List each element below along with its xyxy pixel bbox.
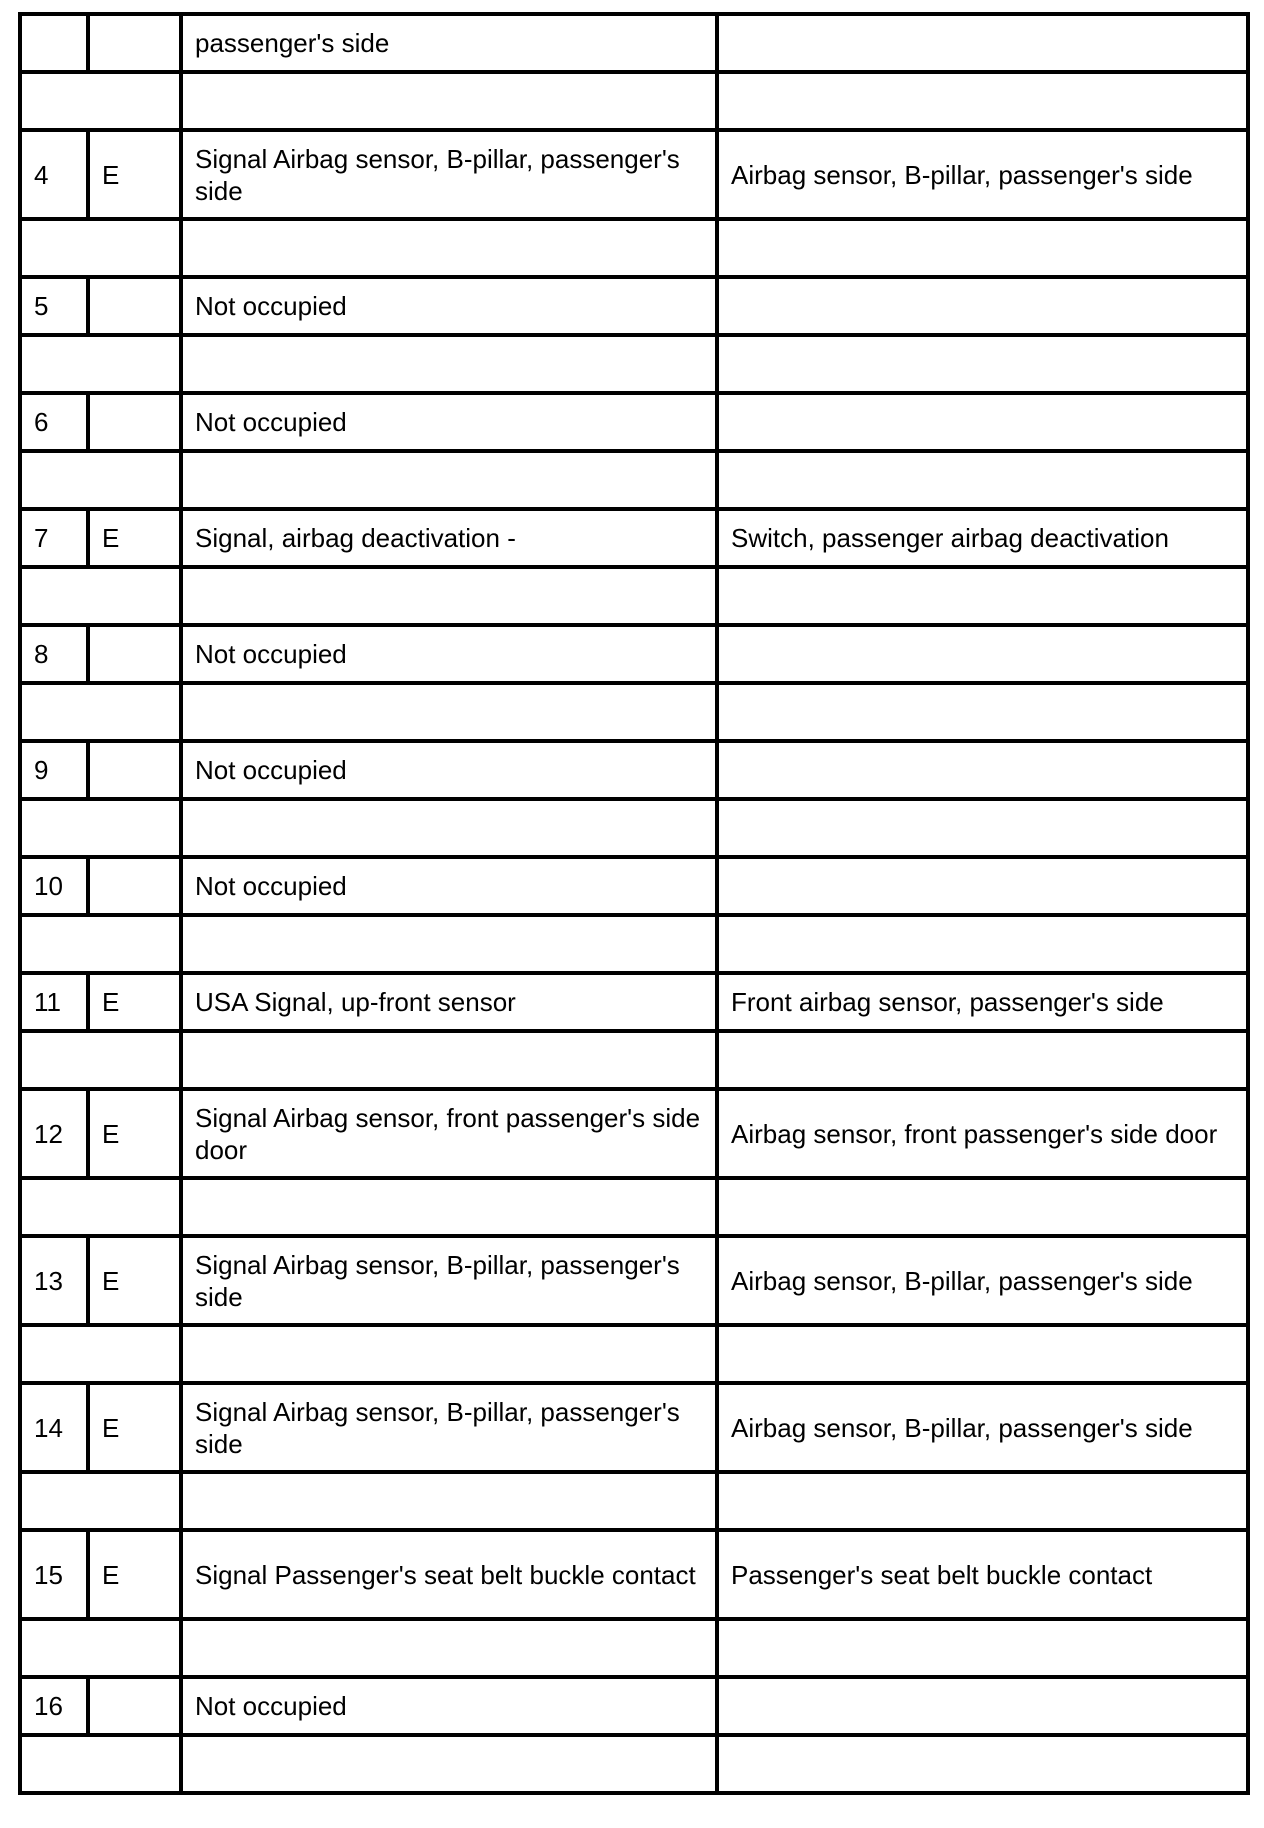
spacer-cell: [20, 1031, 181, 1089]
spacer-cell: [181, 1735, 717, 1793]
component-cell: [717, 625, 1248, 683]
table-row: [20, 1677, 1248, 1735]
spacer-row: [20, 799, 1248, 857]
spacer-cell: [717, 1735, 1248, 1793]
pin-cell: 8: [20, 625, 88, 683]
table-row: [20, 277, 1248, 335]
component-cell: Airbag sensor, B-pillar, passenger's side: [717, 1236, 1248, 1325]
pin-assignment-sheet: [18, 12, 1246, 1795]
signal-cell: passenger's side: [181, 14, 717, 72]
spacer-cell: [20, 1735, 181, 1793]
pin-cell: 14: [20, 1383, 88, 1472]
spacer-row: [20, 335, 1248, 393]
signal-cell: Signal, airbag deactivation -: [181, 509, 717, 567]
spacer-cell: [717, 451, 1248, 509]
spacer-cell: [717, 1031, 1248, 1089]
io-cell: E: [88, 509, 181, 567]
spacer-row: [20, 1472, 1248, 1530]
pin-cell: 5: [20, 277, 88, 335]
spacer-cell: [20, 72, 181, 130]
spacer-cell: [717, 335, 1248, 393]
spacer-cell: [181, 915, 717, 973]
io-cell: E: [88, 130, 181, 219]
io-cell: E: [88, 973, 181, 1031]
table-row: [20, 509, 1248, 567]
component-cell: [717, 277, 1248, 335]
signal-cell: Not occupied: [181, 741, 717, 799]
pin-cell: 9: [20, 741, 88, 799]
component-cell: [717, 393, 1248, 451]
signal-cell: USA Signal, up-front sensor: [181, 973, 717, 1031]
signal-cell: Not occupied: [181, 393, 717, 451]
spacer-cell: [181, 567, 717, 625]
spacer-cell: [181, 219, 717, 277]
component-cell: [717, 14, 1248, 72]
spacer-row: [20, 1031, 1248, 1089]
spacer-cell: [20, 1178, 181, 1236]
table-row: [20, 973, 1248, 1031]
spacer-cell: [20, 915, 181, 973]
spacer-cell: [181, 451, 717, 509]
pin-cell: 12: [20, 1089, 88, 1178]
spacer-cell: [181, 799, 717, 857]
spacer-row: [20, 451, 1248, 509]
io-cell: [88, 277, 181, 335]
signal-cell: Not occupied: [181, 277, 717, 335]
pin-cell: 16: [20, 1677, 88, 1735]
signal-cell: Signal Airbag sensor, B-pillar, passenger's side: [181, 130, 717, 219]
spacer-cell: [20, 451, 181, 509]
spacer-cell: [20, 567, 181, 625]
spacer-cell: [181, 683, 717, 741]
spacer-cell: [717, 1472, 1248, 1530]
signal-cell: Signal Airbag sensor, B-pillar, passenger's side: [181, 1383, 717, 1472]
pin-cell: 7: [20, 509, 88, 567]
io-cell: E: [88, 1383, 181, 1472]
component-cell: Airbag sensor, B-pillar, passenger's side: [717, 1383, 1248, 1472]
spacer-cell: [181, 1472, 717, 1530]
spacer-cell: [181, 1619, 717, 1677]
spacer-row: [20, 567, 1248, 625]
io-cell: [88, 625, 181, 683]
io-cell: [88, 1677, 181, 1735]
io-cell: E: [88, 1236, 181, 1325]
pin-assignment-table: [18, 12, 1250, 1795]
signal-cell: Signal Airbag sensor, B-pillar, passenger's side: [181, 1236, 717, 1325]
io-cell: E: [88, 1089, 181, 1178]
table-row: [20, 1236, 1248, 1325]
spacer-row: [20, 1735, 1248, 1793]
component-cell: Airbag sensor, front passenger's side door: [717, 1089, 1248, 1178]
signal-cell: Not occupied: [181, 625, 717, 683]
table-row: [20, 130, 1248, 219]
component-cell: [717, 857, 1248, 915]
spacer-cell: [181, 1325, 717, 1383]
component-cell: [717, 741, 1248, 799]
pin-cell: [20, 14, 88, 72]
spacer-cell: [717, 799, 1248, 857]
component-cell: Airbag sensor, B-pillar, passenger's side: [717, 130, 1248, 219]
io-cell: [88, 741, 181, 799]
signal-cell: Signal Passenger's seat belt buckle contact: [181, 1530, 717, 1619]
signal-cell: Not occupied: [181, 857, 717, 915]
spacer-row: [20, 1619, 1248, 1677]
spacer-cell: [717, 219, 1248, 277]
spacer-cell: [717, 1619, 1248, 1677]
spacer-row: [20, 683, 1248, 741]
spacer-cell: [717, 683, 1248, 741]
spacer-cell: [717, 915, 1248, 973]
pin-cell: 15: [20, 1530, 88, 1619]
pin-cell: 13: [20, 1236, 88, 1325]
table-row: [20, 1530, 1248, 1619]
io-cell: [88, 857, 181, 915]
spacer-row: [20, 1325, 1248, 1383]
spacer-cell: [717, 1178, 1248, 1236]
table-row: [20, 14, 1248, 72]
spacer-row: [20, 1178, 1248, 1236]
table-row: [20, 1383, 1248, 1472]
pin-cell: 6: [20, 393, 88, 451]
spacer-cell: [717, 1325, 1248, 1383]
table-row: [20, 393, 1248, 451]
spacer-cell: [20, 1472, 181, 1530]
table-row: [20, 1089, 1248, 1178]
io-cell: [88, 393, 181, 451]
component-cell: Switch, passenger airbag deactivation: [717, 509, 1248, 567]
spacer-row: [20, 915, 1248, 973]
spacer-cell: [20, 683, 181, 741]
component-cell: Passenger's seat belt buckle contact: [717, 1530, 1248, 1619]
io-cell: E: [88, 1530, 181, 1619]
spacer-cell: [717, 567, 1248, 625]
spacer-cell: [181, 1178, 717, 1236]
spacer-row: [20, 72, 1248, 130]
spacer-cell: [20, 1619, 181, 1677]
table-row: [20, 741, 1248, 799]
table-row: [20, 625, 1248, 683]
component-cell: Front airbag sensor, passenger's side: [717, 973, 1248, 1031]
table-row: [20, 857, 1248, 915]
spacer-cell: [20, 219, 181, 277]
pin-cell: 11: [20, 973, 88, 1031]
spacer-cell: [20, 1325, 181, 1383]
spacer-cell: [717, 72, 1248, 130]
spacer-cell: [181, 1031, 717, 1089]
spacer-cell: [20, 799, 181, 857]
io-cell: [88, 14, 181, 72]
pin-cell: 10: [20, 857, 88, 915]
spacer-cell: [181, 335, 717, 393]
pin-cell: 4: [20, 130, 88, 219]
component-cell: [717, 1677, 1248, 1735]
spacer-row: [20, 219, 1248, 277]
spacer-cell: [181, 72, 717, 130]
spacer-cell: [20, 335, 181, 393]
signal-cell: Signal Airbag sensor, front passenger's side door: [181, 1089, 717, 1178]
signal-cell: Not occupied: [181, 1677, 717, 1735]
